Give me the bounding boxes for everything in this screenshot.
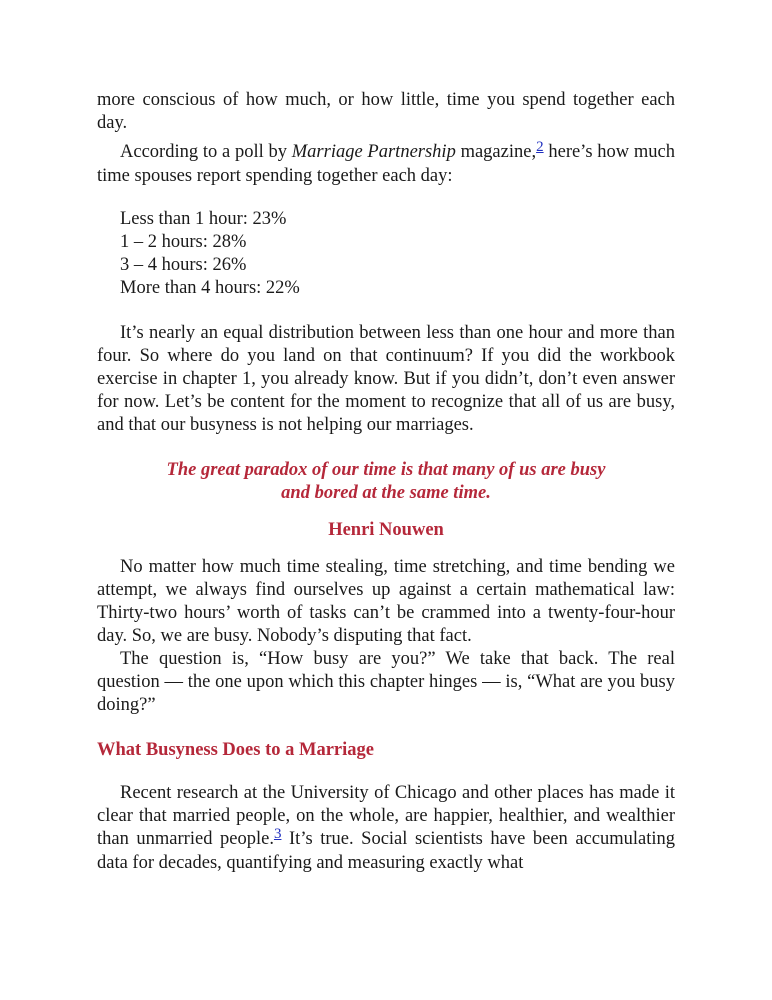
list-item: 1 – 2 hours: 28% <box>120 232 247 252</box>
list-item: Less than 1 hour: 23% <box>120 209 287 229</box>
footnote-link-2[interactable]: 2 <box>536 139 544 155</box>
section-heading: What Busyness Does to a Marriage <box>97 740 374 760</box>
poll-intro-rest: here’s how much time spouses report spending together each day: <box>97 142 676 186</box>
paragraph-continuation: more conscious of how much, or how little, time you spend together each day. <box>97 90 675 133</box>
pull-quote-line: The great paradox of our time is that many of us are busy <box>166 460 606 480</box>
list-item: 3 – 4 hours: 26% <box>120 255 247 275</box>
list-item: More than 4 hours: 22% <box>120 278 300 298</box>
paragraph-mathematical-law: No matter how much time stealing, time stretching, and time bending we attempt, we always find ourselves up against a certain mathematical law: Thirty-two hours’ worth of tasks can’t be crammed into a twenty-four-hour day. So, we are busy. Nobody’s disputing that fact. <box>97 557 675 646</box>
paragraph-distribution: It’s nearly an equal distribution between less than one hour and more than four. So where do you land on that continuum? If you did the workbook exercise in chapter 1, you already know. But if you didn’t, don’t even answer for now. Let’s be content for the moment to recognize that all of us are busy, and that our busyness is not helping our marriages. <box>97 323 675 435</box>
research-text-rest: It’s true. Social scientists have been accumulating data for decades, quantifying and measuring exactly what <box>97 829 675 873</box>
poll-intro-text: According to a poll by <box>120 142 292 162</box>
footnote-link-3[interactable]: 3 <box>273 826 282 842</box>
paragraph-question: The question is, “How busy are you?” We take that back. The real question — the one upon which this chapter hinges — is, “What are you busy doing?” <box>97 649 675 715</box>
poll-intro-mid: magazine, <box>455 142 537 162</box>
magazine-title: Marriage Partnership <box>291 142 456 162</box>
paragraph-research <box>97 782 675 875</box>
poll-results-list <box>120 208 675 300</box>
quote-attribution: Henri Nouwen <box>328 520 444 540</box>
pull-quote-line: and bored at the same time. <box>281 483 491 503</box>
pull-quote <box>97 459 675 505</box>
paragraph-poll-intro <box>97 141 675 188</box>
document-page <box>97 89 675 875</box>
research-text: Recent research at the University of Chicago and other places has made it clear that married people, on the whole, are happier, healthier, and wealthier than unmarried people. <box>97 783 675 849</box>
